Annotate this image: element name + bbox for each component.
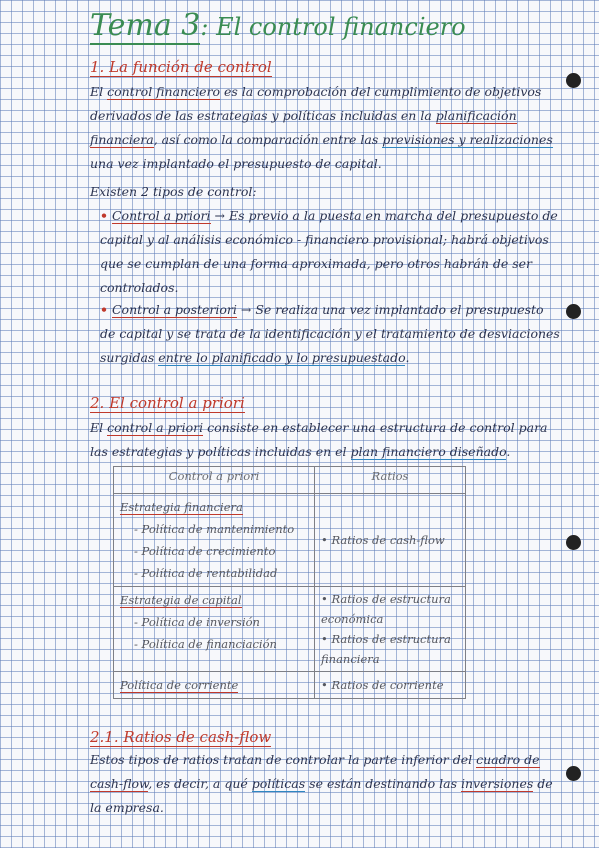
table-cell (315, 494, 466, 587)
bullet-control-a-posteriori (100, 298, 562, 370)
table-cell (114, 587, 315, 672)
s2-text: El (90, 420, 108, 435)
ratio-cash-flow: • Ratios de cash-flow (321, 533, 445, 547)
title-rest: : El control financiero (200, 13, 466, 41)
list-item: - Política de inversión (134, 615, 260, 629)
list-item: - Política de mantenimiento (134, 522, 295, 536)
arrow-icon: → (210, 208, 229, 223)
table-row (114, 587, 466, 672)
intro-text: Existen 2 tipos de control: (90, 184, 257, 199)
section-1-heading-text: 1. La función de control (90, 58, 272, 76)
section-1-paragraph (90, 80, 560, 176)
s3-text: se están destinando las (305, 776, 461, 791)
control-table (113, 466, 466, 699)
group-estrategia-financiera: Estrategia financiera (120, 500, 243, 514)
ratio-corriente: • Ratios de corriente (321, 678, 444, 692)
group-politica-corriente: Política de corriente (120, 678, 239, 692)
bullet-term: Control a posteriori (111, 302, 237, 317)
s1-text: El (90, 84, 108, 99)
s1-term-planificacion: planificación financiera (90, 108, 517, 147)
binder-hole-icon (566, 73, 581, 88)
table-cell (315, 672, 466, 699)
s2-term: control a priori (107, 420, 204, 435)
list-item: - Política de rentabilidad (134, 566, 278, 580)
table-cell (114, 494, 315, 587)
bullet-control-a-priori (100, 204, 562, 300)
s3-term-politicas: políticas (251, 776, 306, 791)
title-tema: Tema 3 (90, 8, 201, 43)
arrow-icon: → (236, 302, 256, 317)
bullet-text: Se realiza una vez implantado el presupuesto de capital y se trata de la identificación y el tratamiento de desviaciones surgidas (100, 302, 560, 365)
table-header-ratios: Ratios (315, 467, 466, 494)
binder-hole-icon (566, 535, 581, 550)
s2-term-plan: plan financiero diseñado (350, 444, 507, 459)
s3-text: de la empresa. (90, 776, 553, 815)
s2-text: . (506, 444, 511, 459)
section-2-1-heading (90, 728, 271, 746)
bullet-text: . (405, 350, 410, 365)
bullet-dot-icon: • (100, 208, 108, 223)
s1-text: , así como la comparación entre las (153, 132, 383, 147)
section-2-heading-text: 2. El control a priori (90, 394, 245, 412)
section-1-heading (90, 58, 272, 76)
bullet-term: Control a priori (111, 208, 211, 223)
bullet-dot-icon: • (100, 302, 108, 317)
s3-text: Estos tipos de ratios tratan de controlar la parte inferior del (90, 752, 477, 767)
s1-term-previsiones: previsiones y realizaciones (382, 132, 553, 147)
ratio-estructura-financiera: • Ratios de estructura financiera (321, 632, 451, 666)
group-estrategia-capital: Estrategia de capital (120, 593, 242, 607)
section-2-1-heading-text: 2.1. Ratios de cash-flow (90, 728, 272, 746)
bullet-text: Es previo a la puesta en marcha del presupuesto de capital y al análisis económico - financiero provisional; habrá objetivos que se cumplan de una forma aproximada, pero otros habrán de ser controlados. (100, 208, 558, 295)
section-2-heading (90, 394, 245, 412)
s1-term-control-financiero: control financiero (107, 84, 220, 99)
ratio-estructura-economica: • Ratios de estructura económica (321, 592, 451, 626)
section-2-1-paragraph (90, 748, 560, 820)
s1-text: es la comprobación del cumplimiento de objetivos derivados de las estrategias y políticas incluidas en la (90, 84, 542, 123)
s3-term-cuadro: cuadro de cash-flow (90, 752, 540, 791)
page-title (90, 8, 466, 43)
table-row (114, 494, 466, 587)
table-row (114, 672, 466, 699)
table-header-control: Control a priori (114, 467, 315, 494)
bullet-underlined-text: entre lo planificado y lo presupuestado (158, 350, 406, 365)
s3-text: , es decir, a qué (148, 776, 252, 791)
control-types-intro (90, 180, 560, 204)
table-header-row (114, 467, 466, 494)
s1-text: una vez implantado el presupuesto de capital. (90, 156, 382, 171)
section-2-paragraph (90, 416, 560, 464)
table-cell (315, 587, 466, 672)
s2-text: consiste en establecer una estructura de control para las estrategias y políticas incluidas en el (90, 420, 548, 459)
s3-term-inversiones: inversiones (461, 776, 534, 791)
list-item: - Política de crecimiento (134, 544, 276, 558)
binder-hole-icon (566, 304, 581, 319)
binder-hole-icon (566, 766, 581, 781)
table-cell (114, 672, 315, 699)
list-item: - Política de financiación (134, 637, 277, 651)
